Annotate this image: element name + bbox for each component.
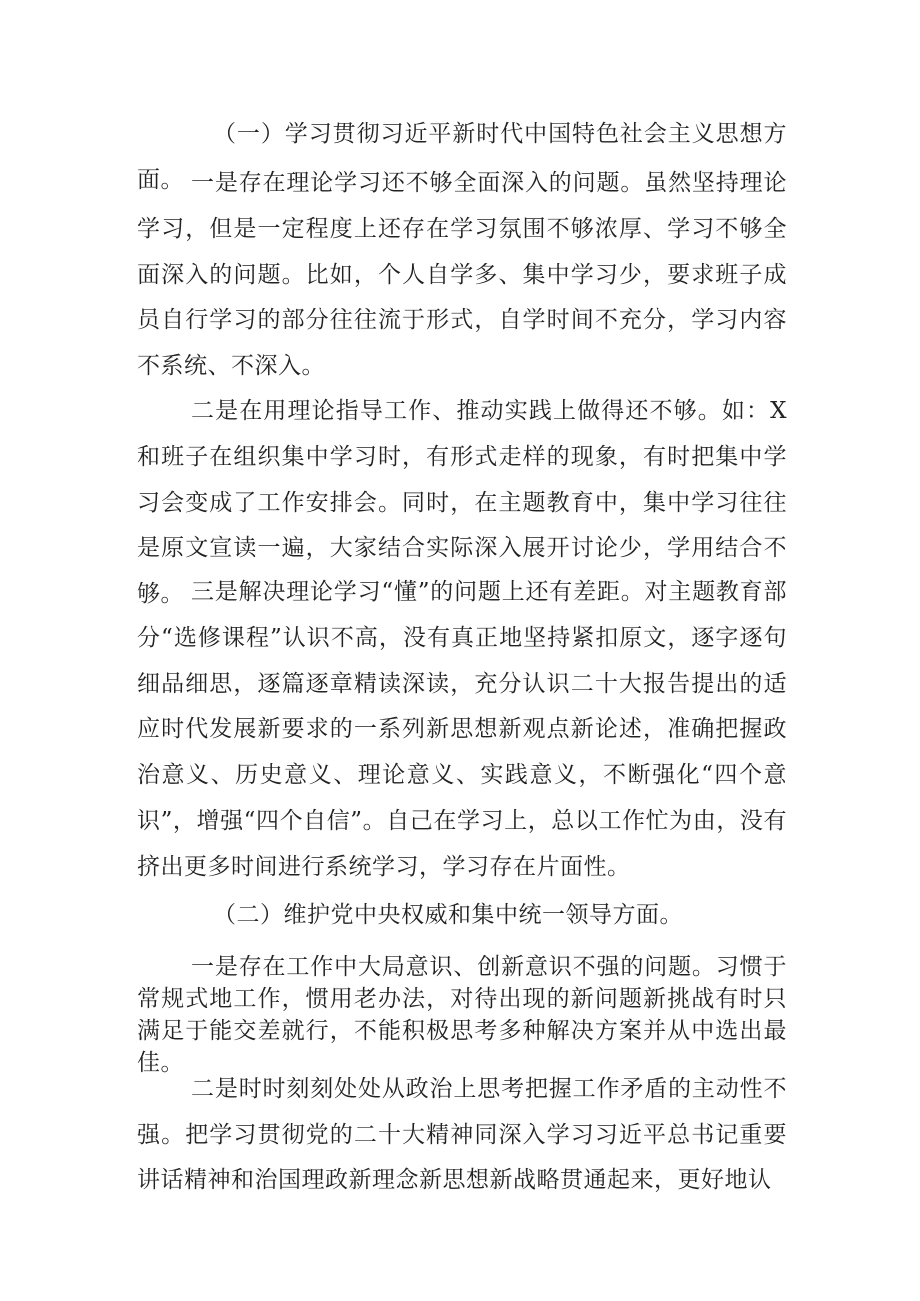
paragraph-2-1: 一是存在工作中大局意识、创新意识不强的问题。习惯于常规式地工作，惯用老办法，对待出现的新问题新挑战有时只满足于能交差就行，不能积极思考多种解决方案并从中选出最佳。	[137, 954, 787, 1076]
section-heading-2: （二）维护党中央权威和集中统一领导方面。	[213, 902, 683, 928]
section-heading-1: （一）学习贯彻习近平新时代中国特色社会主义思想方面。	[137, 121, 787, 193]
paragraph-1-2: 二是在用理论指导工作、推动实践上做得还不够。如：X和班子在组织集中学习时，有形式走样的现象，有时把集中学习会变成了工作安排会。同时，在主题教育中，集中学习往往是原文宣读一遍，大家结合实际深入展开讨论少，学用结合不够。	[137, 398, 787, 608]
paragraph-2-2: 二是时时刻刻处处从政治上思考把握工作矛盾的主动性不强。把学习贯彻党的二十大精神同深入学习习近平总书记重要讲话精神和治国理政新理念新思想新战略贯通起来，更好地认	[137, 1076, 787, 1193]
paragraph-1-1: 一是存在理论学习还不够全面深入的问题。虽然坚持理论学习，但是一定程度上还存在学习氛围不够浓厚、学习不够全面深入的问题。比如，个人自学多、集中学习少，要求班子成员自行学习的部分往往流于形式，自学时间不充分，学习内容不系统、不深入。	[137, 170, 787, 380]
paragraph-1-3: 三是解决理论学习“懂”的问题上还有差距。对主题教育部分“选修课程”认识不高，没有真正地坚持紧扣原文，逐字逐句细品细思，逐篇逐章精读深读，充分认识二十大报告提出的适应时代发展新要求的一系列新思想新观点新论述，准确把握政治意义、历史意义、理论意义、实践意义，不断强化“四个意识”，增强“四个自信”。自己在学习上，总以工作忙为由，没有挤出更多时间进行系统学习，学习存在片面性。	[137, 579, 787, 880]
